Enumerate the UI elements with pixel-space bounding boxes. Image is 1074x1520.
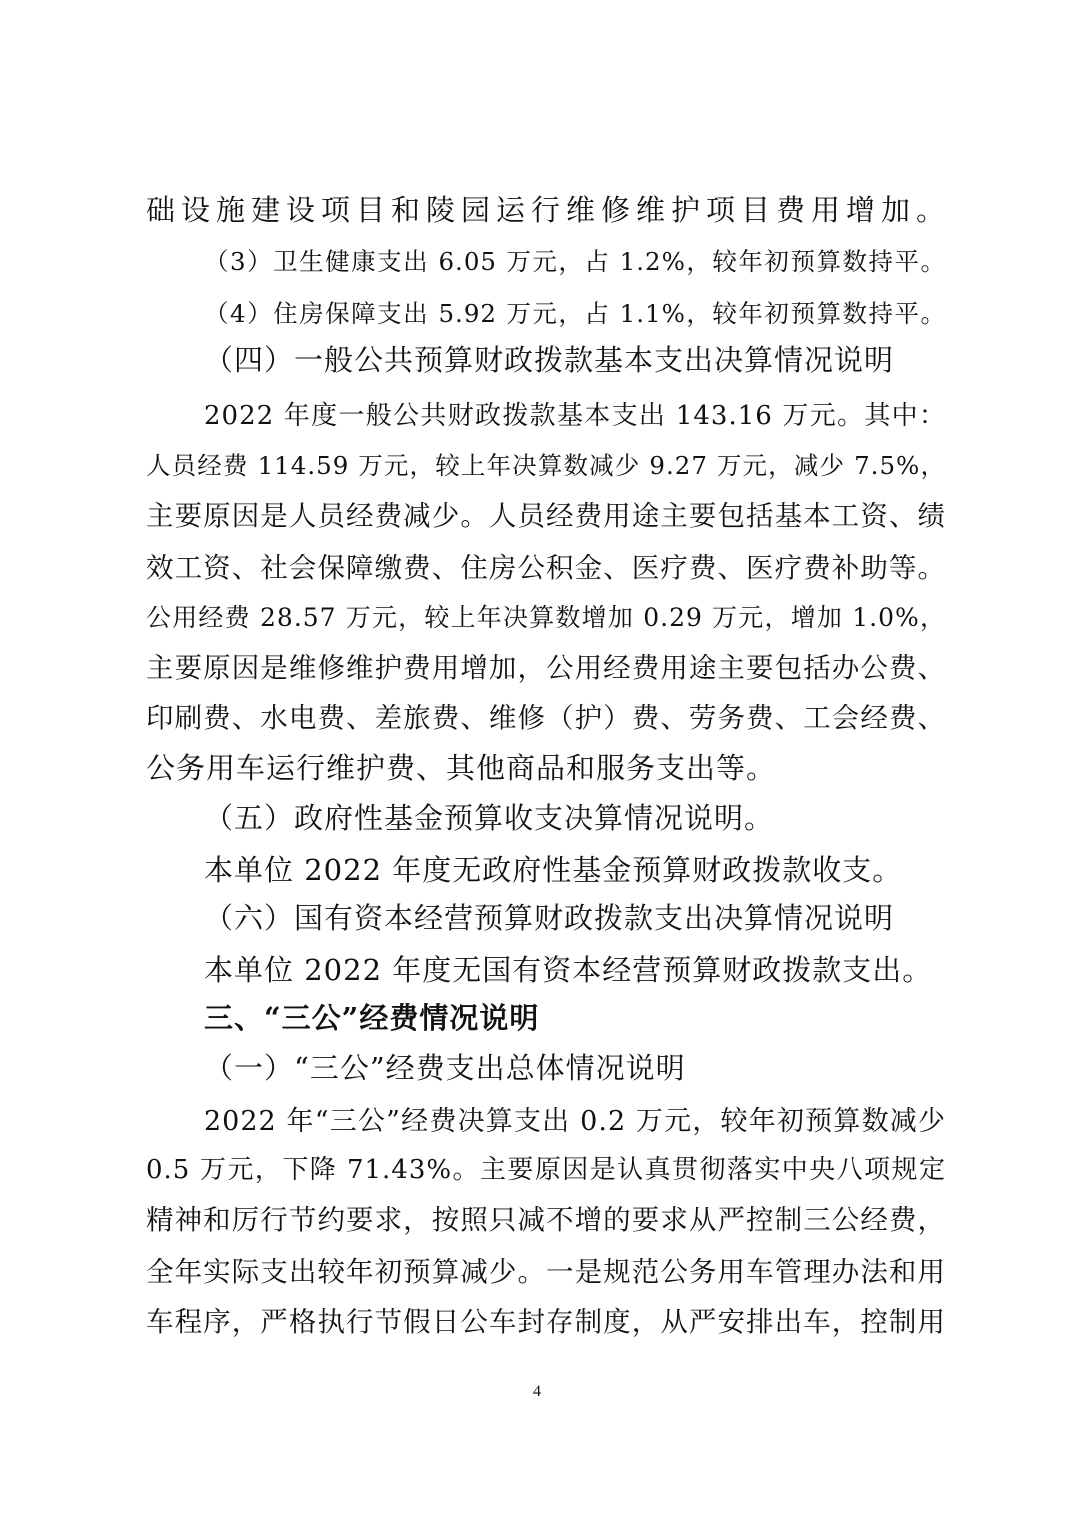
text-line: 2022 年度一般公共财政拨款基本支出 143.16 万元。其中： <box>204 401 946 431</box>
section-heading: （六）国有资本经营预算财政拨款支出决算情况说明 <box>204 901 895 935</box>
text-line: 主要原因是维修维护费用增加，公用经费用途主要包括办公费、 <box>146 652 946 684</box>
text-line: （4）住房保障支出 5.92 万元，占 1.1%，较年初预算数持平。 <box>204 299 946 328</box>
chapter-heading: 三、“三公”经费情况说明 <box>204 1001 540 1035</box>
section-heading: （四）一般公共预算财政拨款基本支出决算情况说明 <box>204 343 895 377</box>
text-line: 车程序，严格执行节假日公车封存制度，从严安排出车，控制用 <box>146 1306 946 1338</box>
text-line: 主要原因是人员经费减少。人员经费用途主要包括基本工资、绩 <box>146 500 946 532</box>
text-line: 公务用车运行维护费、其他商品和服务支出等。 <box>146 751 777 785</box>
text-line: 公用经费 28.57 万元，较上年决算数增加 0.29 万元，增加 1.0%， <box>146 603 946 632</box>
text-line: 精神和厉行节约要求，按照只减不增的要求从严控制三公经费， <box>146 1204 946 1236</box>
text-line: 本单位 2022 年度无国有资本经营预算财政拨款支出。 <box>204 953 933 987</box>
section-heading: （一）“三公”经费支出总体情况说明 <box>204 1051 686 1085</box>
text-line: 础设施建设项目和陵园运行维修维护项目费用增加。 <box>146 193 946 227</box>
text-line: 效工资、社会保障缴费、住房公积金、医疗费、医疗费补助等。 <box>146 552 946 584</box>
text-line: 印刷费、水电费、差旅费、维修（护）费、劳务费、工会经费、 <box>146 702 946 734</box>
text-line: 人员经费 114.59 万元，较上年决算数减少 9.27 万元，减少 7.5%， <box>146 451 946 480</box>
page-number: 4 <box>533 1383 541 1400</box>
text-line: 2022 年“三公”经费决算支出 0.2 万元，较年初预算数减少 <box>204 1106 946 1137</box>
text-line: （3）卫生健康支出 6.05 万元，占 1.2%，较年初预算数持平。 <box>204 247 946 276</box>
text-line: 全年实际支出较年初预算减少。一是规范公务用车管理办法和用 <box>146 1256 946 1288</box>
section-heading: （五）政府性基金预算收支决算情况说明。 <box>204 801 775 835</box>
text-line: 0.5 万元，下降 71.43%。主要原因是认真贯彻落实中央八项规定 <box>146 1155 946 1185</box>
text-line: 本单位 2022 年度无政府性基金预算财政拨款收支。 <box>204 853 903 887</box>
